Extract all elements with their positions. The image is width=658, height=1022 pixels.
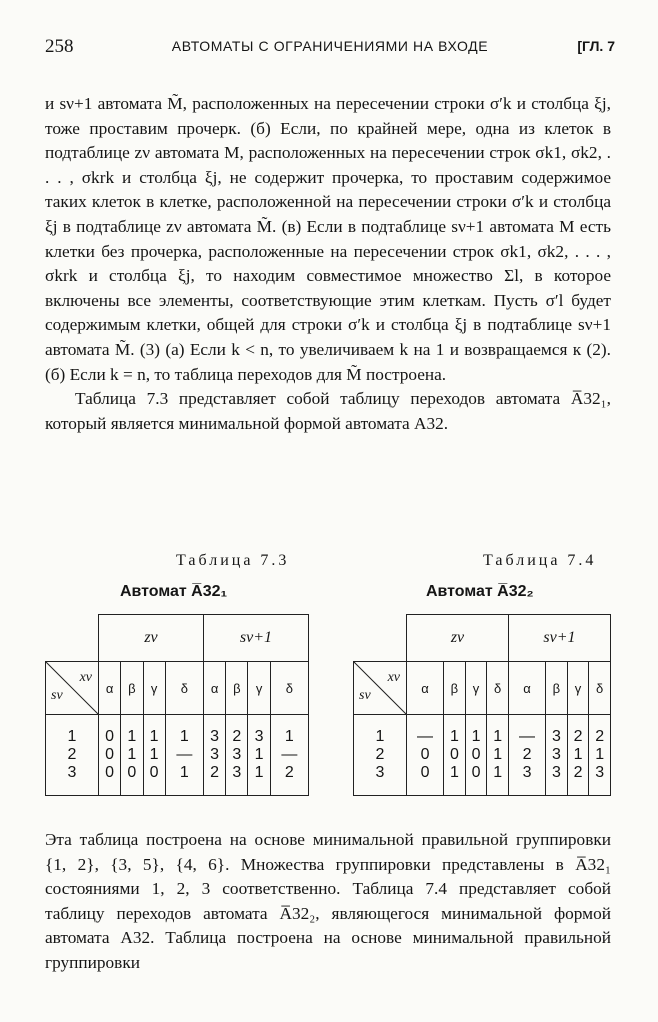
- transition-table-7-3: [45, 614, 309, 796]
- corner-x-label: xν: [387, 670, 400, 685]
- paragraph-table-intro: Таблица 7.3 представляет собой таблицу переходов автомата A̅32₁, который является минимальной формой автомата A32.: [45, 389, 611, 433]
- input-header: δ: [589, 662, 611, 715]
- value-column: [444, 715, 466, 796]
- input-header: α: [508, 662, 545, 715]
- row-labels-cell: [354, 715, 407, 796]
- table-cell: 0: [471, 764, 481, 781]
- table2-title: Автомат A̅32₂: [426, 583, 534, 600]
- table-cell: 1: [127, 728, 137, 745]
- table-cell: 0: [105, 764, 115, 781]
- table-cell: 1: [149, 746, 159, 763]
- table-cell: 1: [493, 764, 503, 781]
- table-cell: 0: [471, 746, 481, 763]
- input-header: γ: [143, 662, 165, 715]
- table-cell: 2: [573, 728, 583, 745]
- table-cell: 3: [551, 728, 561, 745]
- state-label: 1: [375, 728, 385, 745]
- value-column: [546, 715, 568, 796]
- value-column: [143, 715, 165, 796]
- table-cell: 3: [210, 728, 220, 745]
- table-cell: —: [519, 728, 536, 745]
- input-header: β: [444, 662, 466, 715]
- state-label: 2: [375, 746, 385, 763]
- table-cell: —: [176, 746, 193, 763]
- state-label: 1: [67, 728, 77, 745]
- table1-caption: Таблица 7.3: [176, 552, 290, 569]
- table-cell: 3: [551, 746, 561, 763]
- row-labels-cell: [46, 715, 99, 796]
- value-column: [465, 715, 487, 796]
- value-column: [99, 715, 121, 796]
- corner-s-label: sν: [51, 688, 63, 703]
- table-cell: 1: [493, 746, 503, 763]
- table-cell: 1: [254, 764, 264, 781]
- input-header: β: [546, 662, 568, 715]
- table-cell: 0: [149, 764, 159, 781]
- input-header: δ: [487, 662, 509, 715]
- table-cell: 3: [254, 728, 264, 745]
- table-cell: 1: [449, 728, 459, 745]
- table-cell: 3: [232, 746, 242, 763]
- input-header: α: [203, 662, 225, 715]
- paragraph-grouping: Эта таблица построена на основе минимальной правильной группировки {1, 2}, {3, 5}, {4, 6}. Множества группировки представлены в A̅32₁ состояниями 1, 2, 3 соответственно. Таблица 7.4 представляет собой таблицу переходов автомата A̅32₂, являющегося минимальной формой автомата A32. Таблица построена на основе минимальной правильной группировки: [45, 830, 611, 972]
- table-cell: 1: [573, 746, 583, 763]
- table-cell: —: [281, 746, 298, 763]
- transition-table-7-4: [353, 614, 611, 796]
- state-label: 3: [67, 764, 77, 781]
- value-column: [165, 715, 203, 796]
- table-cell: 1: [179, 728, 189, 745]
- group-header-z: zν: [99, 615, 204, 662]
- table-cell: 1: [471, 728, 481, 745]
- input-header: δ: [165, 662, 203, 715]
- state-label: 3: [375, 764, 385, 781]
- table-cell: 2: [284, 764, 294, 781]
- state-label: 2: [67, 746, 77, 763]
- input-header: γ: [465, 662, 487, 715]
- corner-diagonal-cell: [354, 662, 407, 715]
- table-cell: —: [417, 728, 434, 745]
- group-header-s: sν+1: [508, 615, 610, 662]
- input-header: α: [407, 662, 444, 715]
- value-column: [487, 715, 509, 796]
- running-title: АВТОМАТЫ С ОГРАНИЧЕНИЯМИ НА ВХОДЕ: [171, 38, 489, 54]
- page-number: 258: [45, 36, 74, 57]
- table-cell: 3: [522, 764, 532, 781]
- table-cell: 0: [420, 746, 430, 763]
- table-cell: 1: [284, 728, 294, 745]
- table-cell: 2: [210, 764, 220, 781]
- table-cell: 3: [232, 764, 242, 781]
- value-column: [508, 715, 545, 796]
- input-header: α: [99, 662, 121, 715]
- table-cell: 1: [595, 746, 605, 763]
- table-cell: 0: [420, 764, 430, 781]
- input-header: β: [121, 662, 143, 715]
- value-column: [407, 715, 444, 796]
- table-cell: 1: [449, 764, 459, 781]
- table-cell: 0: [105, 728, 115, 745]
- table-cell: 3: [210, 746, 220, 763]
- value-column: [270, 715, 308, 796]
- value-column: [203, 715, 225, 796]
- value-column: [248, 715, 270, 796]
- table-cell: 1: [149, 728, 159, 745]
- table2-caption: Таблица 7.4: [483, 552, 597, 569]
- table-cell: 1: [254, 746, 264, 763]
- input-header: β: [226, 662, 248, 715]
- input-header: δ: [270, 662, 308, 715]
- table-cell: 2: [522, 746, 532, 763]
- corner-s-label: sν: [359, 688, 371, 703]
- table-cell: 0: [105, 746, 115, 763]
- empty-corner: [354, 615, 407, 662]
- body-text-bottom: [45, 828, 611, 976]
- value-column: [567, 715, 589, 796]
- table-cell: 2: [573, 764, 583, 781]
- table-cell: 2: [595, 728, 605, 745]
- page-header: [45, 36, 615, 60]
- corner-x-label: xν: [79, 670, 92, 685]
- table-cell: 0: [127, 764, 137, 781]
- table1-title: Автомат A̅32₁: [120, 583, 228, 600]
- paragraph-algorithm: и sν+1 автомата M̃, расположенных на пересечении строки σ′k и столбца ξj, тоже проставим прочерк. (б) Если, по крайней мере, одна из клеток в подтаблице zν автомата M, расположенных на пересечении строк σk1, σk2, . . . , σkrk и столбца ξj, не содержит прочерка, то проставим содержимое таких клеток в клетке, расположенной на пересечении строки σ′k и столбца ξj в подтаблице zν автомата M̃. (в) Если в подтаблице sν+1 автомата M есть клетки без прочерка, расположенные на пересечении строк σk1, σk2, . . . , σkrk и столбца ξj, то находим совместимое множество Σl, в которое включены все элементы, соответствующие этим клеткам. Пусть σ′l будет содержимым клетки, общей для строки σ′k и столбца ξj в подтаблице sν+1 автомата M̃. (3) (а) Если k < n, то увеличиваем k на 1 и возвращаемся к (2). (б) Если k = n, то таблица переходов для M̃ построена.: [45, 94, 611, 384]
- input-header: γ: [567, 662, 589, 715]
- body-text-top: [45, 92, 611, 436]
- group-header-s: sν+1: [203, 615, 308, 662]
- chapter-label: [ГЛ. 7: [577, 38, 615, 54]
- table-cell: 0: [449, 746, 459, 763]
- table-cell: 1: [127, 746, 137, 763]
- input-header: γ: [248, 662, 270, 715]
- group-header-z: zν: [407, 615, 509, 662]
- table-cell: 1: [493, 728, 503, 745]
- value-column: [121, 715, 143, 796]
- table-cell: 3: [595, 764, 605, 781]
- value-column: [226, 715, 248, 796]
- value-column: [589, 715, 611, 796]
- corner-diagonal-cell: [46, 662, 99, 715]
- empty-corner: [46, 615, 99, 662]
- table-cell: 2: [232, 728, 242, 745]
- table-cell: 3: [551, 764, 561, 781]
- table-cell: 1: [179, 764, 189, 781]
